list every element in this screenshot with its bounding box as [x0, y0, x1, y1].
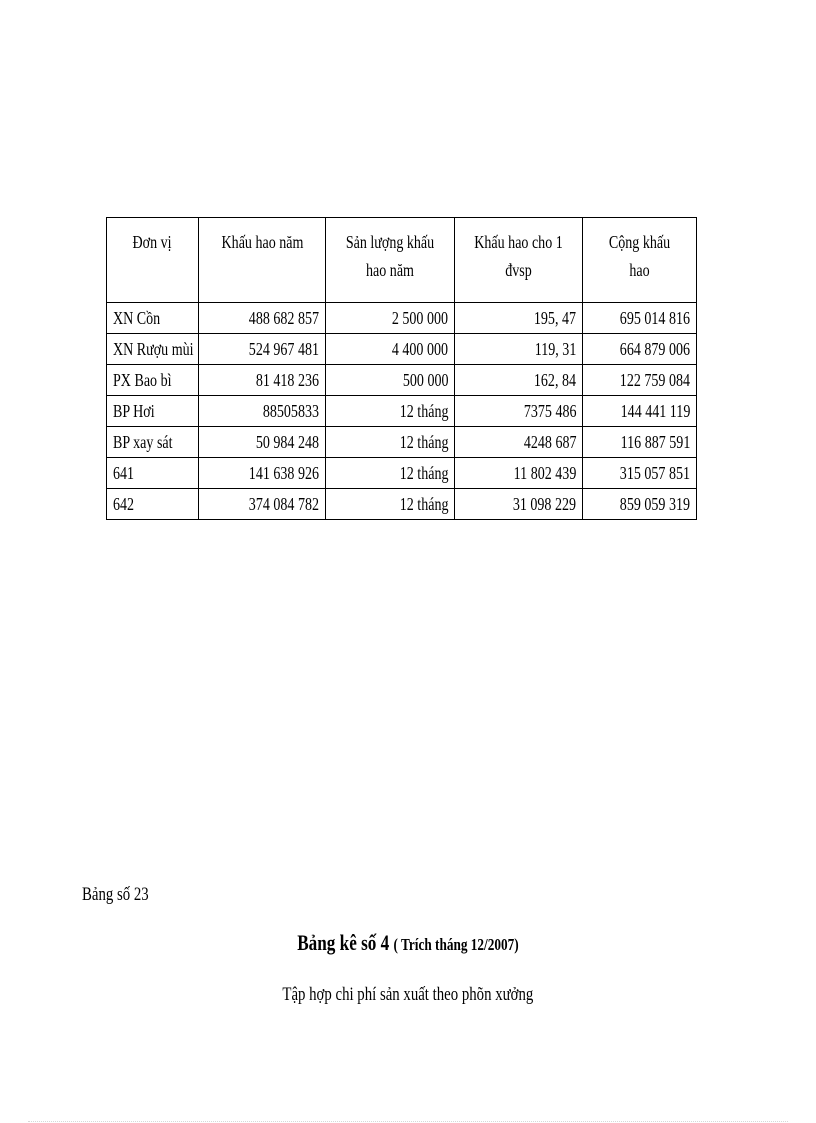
table-row: [107, 489, 697, 520]
table-row: [107, 458, 697, 489]
cell-output: 12 tháng: [326, 396, 455, 427]
cell-per-unit: 119, 31: [455, 334, 583, 365]
cell-annual: 374 084 782: [199, 489, 326, 520]
document-subtitle: Tập hợp chi phí sản xuất theo phõn xưởng: [282, 984, 534, 1005]
cell-total: 315 057 851: [583, 458, 697, 489]
table-row: [107, 303, 697, 334]
cell-output: 4 400 000: [326, 334, 455, 365]
cell-per-unit: 31 098 229: [455, 489, 583, 520]
cell-per-unit: 11 802 439: [455, 458, 583, 489]
cell-total: 695 014 816: [583, 303, 697, 334]
header-san-luong: Sản lượng khấu hao năm: [326, 218, 455, 303]
cell-annual: 50 984 248: [199, 427, 326, 458]
depreciation-table: [106, 217, 697, 520]
table-row: [107, 427, 697, 458]
table-caption: Bảng số 23: [82, 884, 149, 905]
cell-annual: 88505833: [199, 396, 326, 427]
cell-unit: 641: [107, 458, 199, 489]
cell-total: 122 759 084: [583, 365, 697, 396]
cell-annual: 81 418 236: [199, 365, 326, 396]
cell-unit: PX Bao bì: [107, 365, 199, 396]
document-title: [0, 930, 816, 956]
cell-unit: 642: [107, 489, 199, 520]
cell-output: 500 000: [326, 365, 455, 396]
header-don-vi: Đơn vị: [107, 218, 199, 303]
header-khau-hao-dvsp: Khấu hao cho 1 đvsp: [455, 218, 583, 303]
title-sub: ( Trích tháng 12/2007): [393, 935, 519, 954]
cell-annual: 141 638 926: [199, 458, 326, 489]
cell-output: 12 tháng: [326, 489, 455, 520]
page-footer-divider: [28, 1121, 788, 1122]
cell-unit: BP xay sát: [107, 427, 199, 458]
table-row: [107, 365, 697, 396]
cell-unit: BP Hơi: [107, 396, 199, 427]
table-row: [107, 334, 697, 365]
cell-unit: XN Rượu mùi: [107, 334, 199, 365]
cell-annual: 488 682 857: [199, 303, 326, 334]
cell-per-unit: 195, 47: [455, 303, 583, 334]
cell-total: 144 441 119: [583, 396, 697, 427]
cell-total: 664 879 006: [583, 334, 697, 365]
cell-output: 2 500 000: [326, 303, 455, 334]
table-row: [107, 396, 697, 427]
cell-per-unit: 4248 687: [455, 427, 583, 458]
cell-total: 116 887 591: [583, 427, 697, 458]
cell-output: 12 tháng: [326, 458, 455, 489]
cell-output: 12 tháng: [326, 427, 455, 458]
title-main: Bảng kê số 4: [297, 930, 390, 955]
cell-per-unit: 162, 84: [455, 365, 583, 396]
cell-total: 859 059 319: [583, 489, 697, 520]
cell-annual: 524 967 481: [199, 334, 326, 365]
header-cong-khau-hao: Cộng khấu hao: [583, 218, 697, 303]
header-khau-hao-nam: Khấu hao năm: [199, 218, 326, 303]
cell-per-unit: 7375 486: [455, 396, 583, 427]
table-header-row: [107, 218, 697, 303]
cell-unit: XN Cồn: [107, 303, 199, 334]
